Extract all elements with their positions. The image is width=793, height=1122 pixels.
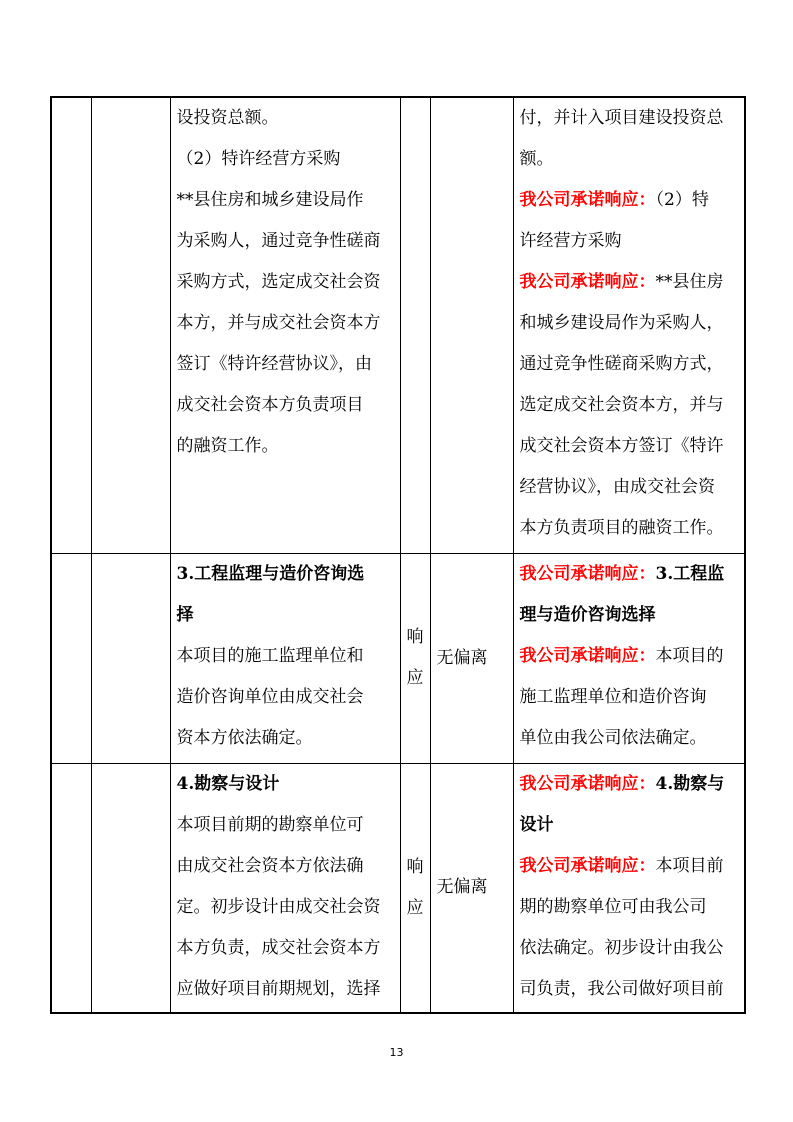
commitment-line: 期的勘察单位可由我公司 [519, 896, 707, 917]
requirement-line: 为采购人，通过竞争性磋商 [176, 231, 381, 251]
category-cell [91, 97, 170, 553]
index-cell [51, 553, 91, 763]
commitment-line: 依法确定。初步设计由我公 [519, 937, 724, 958]
requirement-line: （2）特许经营方采购 [176, 149, 341, 169]
table-row [51, 553, 745, 763]
commitment-line: 成交社会资本方签订《特许 [519, 436, 724, 456]
commitment-line: 设计 [519, 814, 554, 835]
requirement-line: 本方负责，成交社会资本方 [176, 937, 381, 958]
commitment-label: 我公司承诺响应： [519, 773, 656, 794]
commitment-line: 本方负责项目的融资工作。 [519, 518, 724, 538]
index-cell [51, 763, 91, 1013]
response-cell [400, 763, 430, 1013]
requirement-line: 资本方依法确定。 [176, 727, 313, 748]
commitment-label: 我公司承诺响应： [519, 645, 656, 666]
category-cell [91, 763, 170, 1013]
response-cell [400, 553, 430, 763]
deviation-cell [430, 97, 513, 553]
commitment-cell [513, 553, 745, 763]
commitment-line: 付，并计入项目建设投资总 [519, 108, 724, 128]
commitment-line: 和城乡建设局作为采购人， [519, 313, 724, 333]
response-cell [400, 97, 430, 553]
commitment-line: 我公司承诺响应：4.勘察与 [519, 773, 725, 794]
section-title: 4.勘察与设计 [176, 773, 280, 794]
requirement-line: 由成交社会资本方依法确 [176, 855, 364, 876]
table-row [51, 763, 745, 1013]
requirement-cell [170, 553, 400, 763]
commitment-line: 施工监理单位和造价咨询 [519, 686, 707, 707]
response-text: 响 [406, 627, 424, 647]
commitment-cell [513, 763, 745, 1013]
requirement-line: 定。初步设计由成交社会资 [176, 896, 381, 917]
response-text: 应 [406, 897, 424, 918]
section-title: 择 [176, 604, 194, 625]
commitment-line: 选定成交社会资本方，并与 [519, 395, 724, 415]
bid-response-table [50, 96, 746, 1014]
deviation-cell [430, 763, 513, 1013]
response-text: 响 [406, 856, 424, 877]
commitment-line: 经营协议》，由成交社会资 [519, 477, 715, 497]
requirement-line: 应做好项目前期规划，选择 [176, 978, 381, 999]
commitment-line: 我公司承诺响应：（2）特 [519, 190, 709, 210]
commitment-label: 我公司承诺响应： [519, 272, 656, 292]
requirement-line: 造价咨询单位由成交社会 [176, 686, 364, 707]
commitment-line: 我公司承诺响应：本项目前 [519, 855, 724, 876]
deviation-text: 无偏离 [436, 647, 488, 668]
index-cell [51, 97, 91, 553]
commitment-cell [513, 97, 745, 553]
commitment-label: 我公司承诺响应： [519, 563, 656, 584]
commitment-line: 司负责，我公司做好项目前 [519, 978, 724, 999]
deviation-cell [430, 553, 513, 763]
commitment-line: 我公司承诺响应：本项目的 [519, 645, 724, 666]
category-cell [91, 553, 170, 763]
requirement-line: 本项目的施工监理单位和 [176, 645, 364, 666]
requirement-line: 采购方式，选定成交社会资 [176, 272, 381, 292]
section-title: 3.工程监理与造价咨询选 [176, 563, 365, 584]
deviation-text: 无偏离 [436, 877, 488, 898]
commitment-line: 我公司承诺响应：**县住房 [519, 272, 724, 292]
commitment-line: 许经营方采购 [519, 231, 622, 251]
commitment-line: 通过竞争性磋商采购方式， [519, 354, 724, 374]
requirement-line: 签订《特许经营协议》，由 [176, 354, 372, 374]
requirement-cell [170, 763, 400, 1013]
requirement-line: 本项目前期的勘察单位可 [176, 814, 364, 835]
requirement-line: **县住房和城乡建设局作 [176, 190, 364, 210]
requirement-line: 本方，并与成交社会资本方 [176, 313, 381, 333]
commitment-label: 我公司承诺响应： [519, 190, 656, 210]
commitment-line: 单位由我公司依法确定。 [519, 727, 707, 748]
table-row [51, 97, 745, 553]
requirement-line: 的融资工作。 [176, 436, 279, 456]
commitment-line: 理与造价咨询选择 [519, 604, 656, 625]
commitment-line: 额。 [519, 149, 554, 169]
page-number: 13 [389, 1046, 404, 1059]
commitment-label: 我公司承诺响应： [519, 855, 656, 876]
requirement-cell [170, 97, 400, 553]
requirement-line: 成交社会资本方负责项目 [176, 395, 364, 415]
commitment-line: 我公司承诺响应：3.工程监 [519, 563, 725, 584]
requirement-line: 设投资总额。 [176, 108, 279, 128]
response-text: 应 [406, 668, 424, 688]
